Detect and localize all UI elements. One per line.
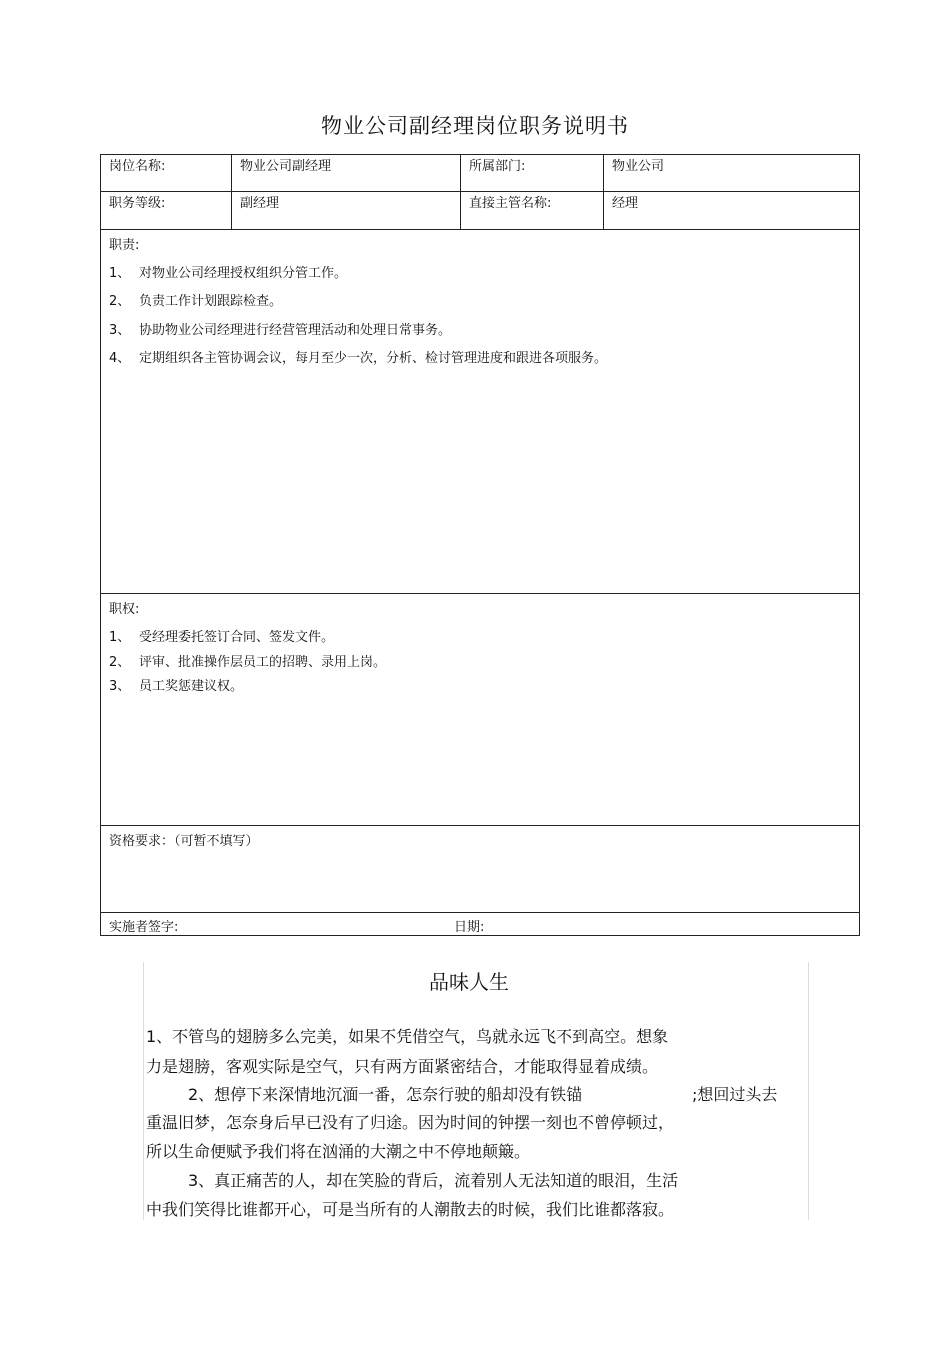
job-grade-value: 副经理	[231, 192, 460, 229]
essay-line: 中我们笑得比谁都开心，可是当所有的人潮散去的时候，我们比谁都落寂。	[146, 1200, 675, 1219]
department-value: 物业公司	[603, 155, 859, 191]
essay-line: 所以生命便赋予我们将在汹涌的大潮之中不停地颠簸。	[146, 1142, 531, 1161]
supervisor-label: 直接主管名称:	[460, 192, 603, 229]
duties-label: 职责:	[109, 238, 140, 253]
job-grade-label: 职务等级:	[109, 196, 166, 211]
form-row-grade	[101, 192, 859, 230]
duty-number: 1、	[109, 266, 131, 281]
duty-text: 负责工作计划跟踪检查。	[139, 294, 283, 309]
essay-line: 重温旧梦，怎奈身后早已没有了归途。因为时间的钟摆一刻也不曾停顿过，	[146, 1113, 675, 1132]
essay-line: 2、想停下来深情地沉湎一番，怎奈行驶的船却没有铁锚	[188, 1085, 583, 1104]
duty-text: 协助物业公司经理进行经营管理活动和处理日常事务。	[139, 323, 452, 338]
qualifications-label: 资格要求：（可暂不填写）	[109, 834, 259, 849]
power-item	[109, 626, 334, 645]
duty-item	[109, 319, 451, 338]
power-text: 员工奖惩建议权。	[139, 679, 244, 694]
form-row-position	[101, 155, 859, 192]
duty-number: 3、	[109, 323, 131, 338]
department-label: 所属部门:	[460, 155, 603, 191]
signer-label: 实施者签字:	[109, 920, 179, 935]
duty-item	[109, 290, 282, 309]
date-label: 日期:	[454, 920, 485, 935]
duty-number: 4、	[109, 351, 131, 366]
essay-line: 1、不管鸟的翅膀多么完美，如果不凭借空气，鸟就永远飞不到高空。想象	[146, 1027, 669, 1046]
power-item	[109, 651, 386, 670]
power-number: 3、	[109, 679, 131, 694]
duty-text: 对物业公司经理授权组织分管工作。	[139, 266, 348, 281]
powers-label: 职权:	[109, 602, 140, 617]
powers-section	[101, 594, 859, 826]
supervisor-value: 经理	[603, 192, 859, 229]
essay-section	[143, 962, 809, 1220]
power-item	[109, 675, 243, 694]
essay-line: 3、真正痛苦的人，却在笑脸的背后，流着别人无法知道的眼泪，生活	[188, 1171, 679, 1190]
duty-text: 定期组织各主管协调会议，每月至少一次，分析、检讨管理进度和跟进各项服务。	[139, 351, 608, 366]
duty-number: 2、	[109, 294, 131, 309]
power-number: 1、	[109, 630, 131, 645]
document-title: 物业公司副经理岗位职务说明书	[321, 114, 629, 138]
essay-line: 力是翅膀，客观实际是空气，只有两方面紧密结合，才能取得显着成绩。	[146, 1057, 659, 1076]
power-text: 受经理委托签订合同、签发文件。	[139, 630, 335, 645]
power-number: 2、	[109, 655, 131, 670]
duty-item	[109, 262, 347, 281]
essay-title: 品味人生	[429, 970, 509, 994]
duty-item	[109, 347, 607, 366]
power-text: 评审、批准操作层员工的招聘、录用上岗。	[139, 655, 387, 670]
qualifications-section	[101, 826, 859, 913]
position-name-value: 物业公司副经理	[231, 155, 460, 191]
essay-line: ;想回过头去	[692, 1085, 778, 1104]
signature-row	[101, 913, 859, 935]
job-description-form	[100, 154, 860, 936]
position-name-label: 岗位名称:	[109, 159, 166, 174]
duties-section	[101, 230, 859, 594]
